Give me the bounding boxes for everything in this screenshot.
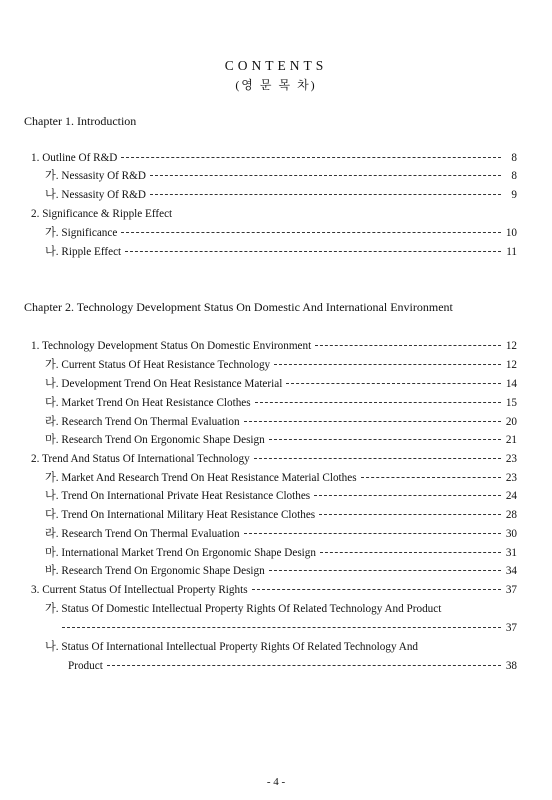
toc-entry-title: 3. Current Status Of Intellectual Property Rights — [31, 584, 248, 596]
leader-dots — [315, 345, 501, 346]
toc-entry-page: 30 — [505, 528, 517, 540]
page-subtitle: (영 문 목 차) — [235, 78, 317, 92]
toc-entry-title: 1. Technology Development Status On Domestic Environment — [31, 340, 312, 352]
leader-dots — [125, 251, 501, 252]
leader-dots — [269, 570, 501, 571]
toc-entry-title: 라. Research Trend On Thermal Evaluation — [45, 416, 240, 428]
toc-entry-title: 마. International Market Trend On Ergonomic Shape Design — [45, 547, 316, 559]
toc-entry-title: 다. Market Trend On Heat Resistance Clothes — [45, 397, 251, 409]
chapter-2-heading: Chapter 2. Technology Development Status On Domestic And International Environment — [24, 300, 453, 314]
toc-section-heading[interactable] — [31, 207, 172, 221]
toc-entry-page: 14 — [505, 378, 517, 390]
toc-entry-title: 1. Outline Of R&D — [31, 152, 118, 164]
chapter-1-heading: Chapter 1. Introduction — [24, 114, 137, 128]
toc-entry[interactable] — [45, 489, 517, 503]
leader-dots — [361, 477, 501, 478]
toc-entry[interactable] — [45, 245, 517, 259]
toc-entry[interactable] — [45, 377, 517, 391]
toc-entry-title: 바. Research Trend On Ergonomic Shape Design — [45, 565, 265, 577]
toc-entry-title: 가. Significance — [45, 227, 118, 239]
leader-dots — [62, 627, 501, 628]
toc-entry-page: 8 — [511, 152, 517, 164]
leader-dots — [150, 175, 501, 176]
toc-entry-title: 가. Nessasity Of R&D — [45, 170, 146, 182]
toc-entry-page: 20 — [505, 416, 517, 428]
toc-entry[interactable] — [45, 226, 517, 240]
leader-dots — [320, 552, 501, 553]
toc-entry-title[interactable]: 가. Status Of Domestic Intellectual Property Rights Of Related Technology And Product — [45, 603, 442, 615]
toc-entry[interactable] — [45, 396, 517, 410]
toc-entry[interactable] — [45, 564, 517, 578]
toc-entry-title: 나. Development Trend On Heat Resistance Material — [45, 378, 283, 390]
leader-dots — [286, 383, 501, 384]
toc-entry-page: 24 — [505, 490, 517, 502]
toc-entry[interactable] — [45, 188, 517, 202]
toc-entry[interactable] — [31, 151, 517, 165]
leader-dots — [314, 495, 501, 496]
leader-dots — [107, 665, 501, 666]
leader-dots — [150, 194, 501, 195]
toc-entry-title[interactable]: 나. Status Of International Intellectual Property Rights Of Related Technology And — [45, 641, 419, 653]
leader-dots — [319, 514, 501, 515]
leader-dots — [121, 232, 501, 233]
toc-entry-page: 23 — [505, 453, 517, 465]
leader-dots — [269, 439, 501, 440]
toc-entry-page: 34 — [505, 565, 517, 577]
leader-dots — [121, 157, 501, 158]
leader-dots — [244, 533, 501, 534]
toc-entry-title: 가. Market And Research Trend On Heat Resistance Material Clothes — [45, 472, 357, 484]
leader-dots — [274, 364, 501, 365]
toc-entry-title: 나. Nessasity Of R&D — [45, 189, 146, 201]
toc-entry-page: 23 — [505, 472, 517, 484]
toc-entry-page: 37 — [505, 584, 517, 596]
toc-entry-page: 15 — [505, 397, 517, 409]
toc-entry[interactable] — [45, 546, 517, 560]
toc-entry-page: 9 — [511, 189, 517, 201]
toc-entry-page: 8 — [511, 170, 517, 182]
toc-entry-page: 10 — [505, 227, 517, 239]
toc-entry-title: 나. Trend On International Private Heat Resistance Clothes — [45, 490, 311, 502]
toc-entry-title: 다. Trend On International Military Heat Resistance Clothes — [45, 509, 316, 521]
toc-entry-page: 31 — [505, 547, 517, 559]
toc-entry[interactable] — [31, 339, 517, 353]
toc-entry-continuation[interactable] — [62, 621, 517, 635]
toc-entry[interactable] — [45, 433, 517, 447]
toc-entry-page: 37 — [505, 622, 517, 634]
toc-entry-title: 마. Research Trend On Ergonomic Shape Design — [45, 434, 265, 446]
toc-entry[interactable] — [45, 527, 517, 541]
toc-entry[interactable] — [45, 471, 517, 485]
toc-entry[interactable] — [31, 583, 517, 597]
leader-dots — [244, 421, 501, 422]
toc-entry[interactable] — [45, 415, 517, 429]
toc-entry-title-continuation: Product — [68, 660, 103, 672]
page-title: CONTENTS — [224, 58, 328, 73]
leader-dots — [254, 458, 501, 459]
toc-entry-page: 38 — [505, 660, 517, 672]
toc-entry-page: 12 — [505, 340, 517, 352]
toc-entry-title: 2. Significance & Ripple Effect — [31, 208, 173, 220]
toc-entry-page: 21 — [505, 434, 517, 446]
toc-entry-title: 라. Research Trend On Thermal Evaluation — [45, 528, 240, 540]
toc-entry[interactable] — [45, 169, 517, 183]
toc-entry-continuation[interactable] — [68, 659, 517, 673]
toc-entry[interactable] — [31, 452, 517, 466]
leader-dots — [255, 402, 501, 403]
toc-entry-title: 가. Current Status Of Heat Resistance Technology — [45, 359, 271, 371]
toc-entry-page: 12 — [505, 359, 517, 371]
toc-entry[interactable] — [45, 508, 517, 522]
toc-entry-page: 28 — [505, 509, 517, 521]
page-number: - 4 - — [266, 776, 286, 788]
toc-entry-title: 나. Ripple Effect — [45, 246, 122, 258]
toc-entry[interactable] — [45, 358, 517, 372]
toc-entry-title: 2. Trend And Status Of International Technology — [31, 453, 250, 465]
leader-dots — [252, 589, 501, 590]
toc-entry-page: 11 — [506, 246, 517, 258]
